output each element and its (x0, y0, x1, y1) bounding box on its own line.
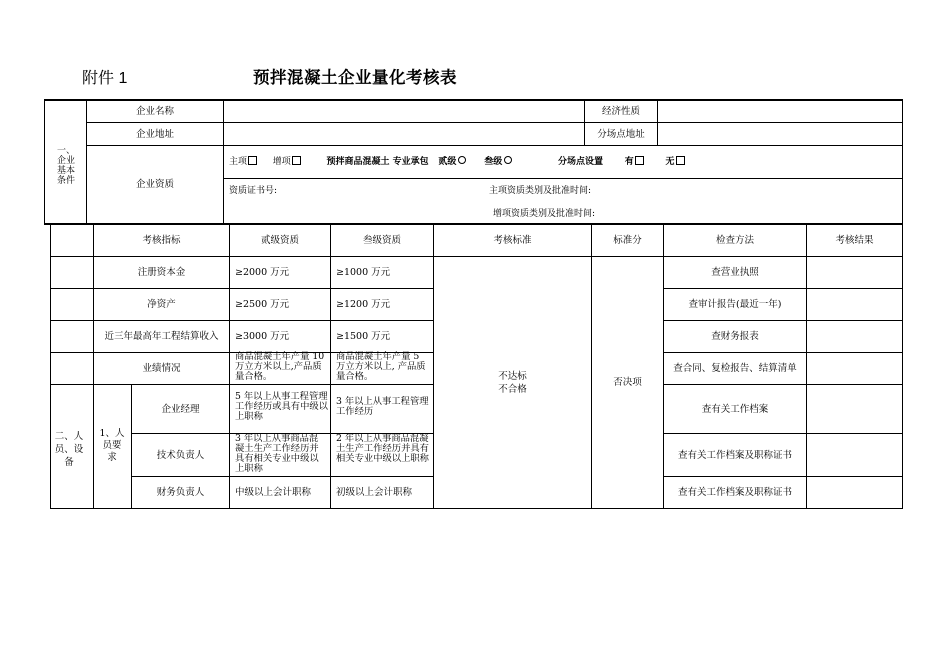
personnel-result[interactable] (807, 385, 902, 433)
personnel-label: 1、人员要求 (99, 428, 125, 463)
section2-label: 二、人员、设备 (54, 430, 84, 468)
branch-address-label: 分场点地址 (597, 128, 645, 140)
row-grade3: ≥1200 万元 (336, 299, 391, 310)
standard-line1: 不达标 (498, 370, 527, 382)
added-item-checkbox[interactable] (292, 156, 301, 165)
score-merged-cell: 否决项 (613, 377, 642, 388)
row-method: 查合同、复检报告、结算清单 (673, 363, 797, 374)
personnel-method: 查有关工作档案 (701, 403, 769, 415)
row-grade2: ≥2000 万元 (235, 267, 290, 278)
branch-address-value[interactable] (658, 123, 902, 145)
personnel-method: 查有关工作档案及职称证书 (677, 449, 792, 461)
economic-nature-value[interactable] (658, 101, 902, 122)
header-score: 标准分 (613, 235, 642, 246)
header-grade2: 贰级资质 (260, 235, 299, 246)
branch-yes-label: 有 (624, 157, 634, 167)
personnel-method: 查有关工作档案及职称证书 (677, 487, 792, 498)
personnel-grade3: 3 年以上从事工程管理工作经历 (336, 396, 429, 417)
row-indicator: 净资产 (147, 299, 176, 310)
row-grade2: ≥2500 万元 (235, 299, 290, 310)
row-indicator: 注册资本金 (137, 267, 186, 278)
main-item-label: 主项 (229, 157, 248, 167)
row-result[interactable] (807, 353, 902, 384)
personnel-grade3: 2 年以上从事商品混凝土生产工作经历并具有相关专业中级以上职称 (336, 433, 429, 464)
company-name-label: 企业名称 (135, 106, 174, 117)
page-title: 预拌混凝土企业量化考核表 (253, 68, 457, 87)
personnel-result[interactable] (807, 477, 902, 508)
personnel-indicator: 技术负责人 (156, 449, 205, 461)
specialty-label: 预拌商品混凝土 专业承包 (326, 157, 429, 167)
main-item-checkbox[interactable] (248, 156, 257, 165)
row-grade3: ≥1500 万元 (336, 331, 391, 342)
standard-line2: 不合格 (498, 383, 527, 395)
grade3-option-label: 叁级 (484, 157, 503, 167)
row-result[interactable] (807, 289, 902, 320)
row-method: 查财务报表 (711, 331, 759, 342)
branch-setup-label: 分场点设置 (557, 157, 603, 167)
personnel-grade2: 中级以上会计职称 (235, 487, 312, 498)
header-method: 检查方法 (715, 235, 754, 246)
branch-yes-checkbox[interactable] (635, 156, 644, 165)
economic-nature-label: 经济性质 (601, 106, 640, 117)
company-address-value[interactable] (224, 123, 584, 145)
section1-label: 一、企业基本条件 (56, 146, 75, 186)
row-grade3: 商品混凝土年产量 5 万立方米以上, 产品质量合格。 (336, 351, 426, 382)
branch-no-label: 无 (665, 157, 675, 167)
personnel-grade2: 5 年以上从事工程管理工作经历或具有中级以上职称 (235, 391, 328, 422)
row-grade2: 商品混凝土年产量 10 万立方米以上,产品质量合格。 (235, 351, 325, 382)
main-approval-label: 主项资质类别及批准时间: (489, 186, 592, 196)
qualification-label: 企业资质 (135, 179, 174, 190)
cert-number-label: 资质证书号: (229, 186, 278, 196)
row-method: 查审计报告(最近一年) (688, 299, 782, 310)
branch-no-checkbox[interactable] (676, 156, 685, 165)
header-result: 考核结果 (835, 235, 874, 246)
grade2-radio[interactable] (458, 156, 466, 164)
personnel-grade3: 初级以上会计职称 (336, 487, 413, 498)
attachment-label: 附件 1 (82, 70, 128, 87)
row-indicator: 近三年最高年工程结算收入 (104, 331, 219, 342)
company-address-label: 企业地址 (135, 128, 174, 140)
row-indicator: 业绩情况 (142, 363, 181, 374)
row-grade2: ≥3000 万元 (235, 331, 290, 342)
personnel-indicator: 财务负责人 (156, 487, 205, 498)
row-result[interactable] (807, 321, 902, 352)
qualification-options-row (229, 156, 899, 168)
header-standard: 考核标准 (493, 235, 532, 246)
grade3-radio[interactable] (504, 156, 512, 164)
standard-merged-cell (434, 257, 591, 508)
added-approval-label: 增项资质类别及批准时间: (493, 209, 596, 219)
row-grade3: ≥1000 万元 (336, 267, 391, 278)
company-name-value[interactable] (224, 101, 584, 122)
row-method: 查营业执照 (711, 267, 759, 278)
personnel-indicator: 企业经理 (161, 403, 200, 415)
header-indicator: 考核指标 (142, 235, 181, 246)
personnel-grade2: 3 年以上从事商品混凝土生产工作经历并具有相关专业中级以上职称 (235, 433, 319, 474)
grade2-option-label: 贰级 (438, 157, 457, 167)
personnel-result[interactable] (807, 434, 902, 476)
header-grade3: 叁级资质 (362, 235, 401, 246)
row-result[interactable] (807, 257, 902, 288)
added-item-label: 增项 (272, 157, 291, 167)
